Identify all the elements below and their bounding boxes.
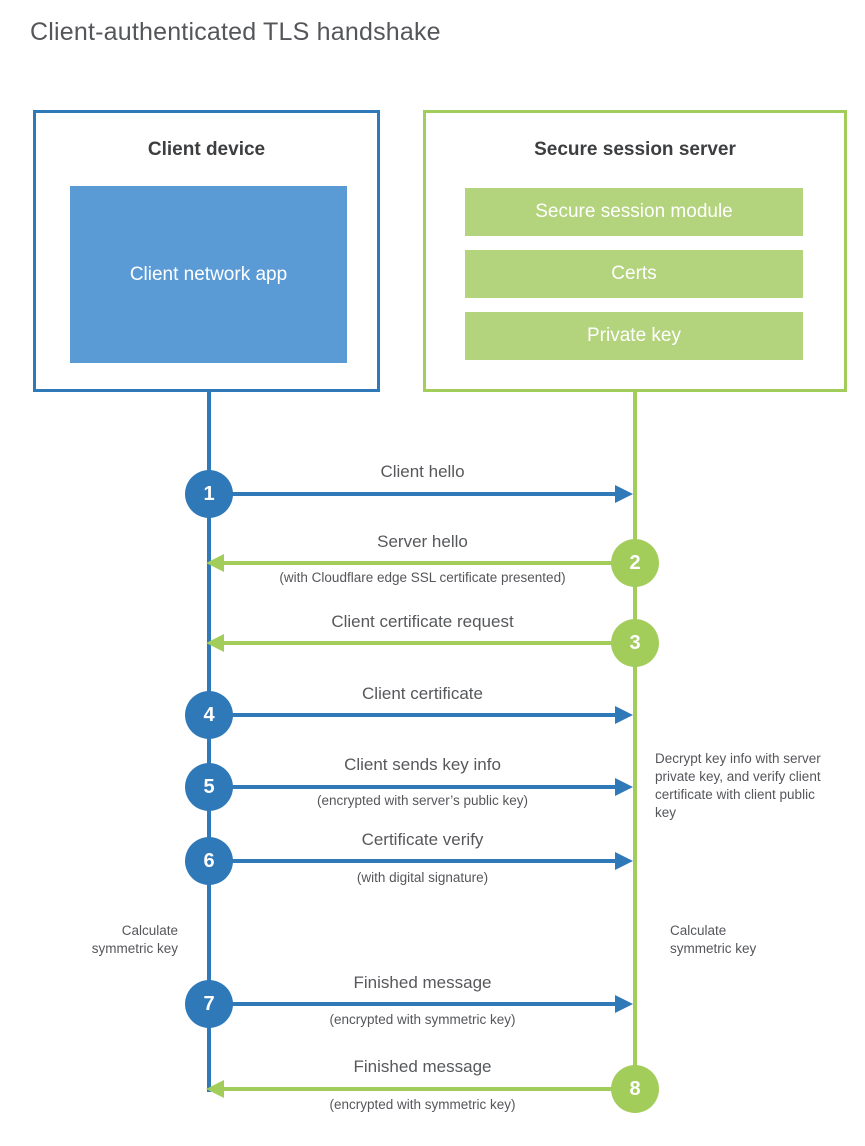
arrow-step-2 xyxy=(224,561,635,565)
step-badge-7: 7 xyxy=(185,980,233,1028)
arrowhead-left-icon xyxy=(206,554,224,572)
message-label-3: Client certificate request xyxy=(331,612,514,631)
message-label-7: Finished message xyxy=(353,973,492,992)
arrow-step-6 xyxy=(209,859,616,863)
message-label-5: Client sends key info xyxy=(344,755,501,774)
arrowhead-right-icon xyxy=(615,852,633,870)
arrow-step-1 xyxy=(209,492,616,496)
server-module-label: Certs xyxy=(611,263,657,284)
server-calculate-symmetric-key-note: Calculate symmetric key xyxy=(670,923,757,956)
message-label-2: Server hello xyxy=(377,532,468,551)
step-badge-1: 1 xyxy=(185,470,233,518)
step-badge-8: 8 xyxy=(611,1065,659,1113)
client-network-app-box xyxy=(70,186,347,363)
arrowhead-left-icon xyxy=(206,1080,224,1098)
message-sublabel-6: (with digital signature) xyxy=(356,870,489,885)
message-label-1: Client hello xyxy=(380,462,465,481)
page-title: Client-authenticated TLS handshake xyxy=(30,18,441,46)
server-module-label: Secure session module xyxy=(535,201,733,222)
client-calculate-symmetric-key-note: Calculate symmetric key xyxy=(91,923,178,956)
message-label-8: Finished message xyxy=(353,1057,492,1076)
step-badge-4: 4 xyxy=(185,691,233,739)
message-sublabel-5: (encrypted with server’s public key) xyxy=(316,793,529,808)
step-badge-6: 6 xyxy=(185,837,233,885)
client-network-app-label: Client network app xyxy=(129,263,288,285)
server-module-certs xyxy=(465,250,803,298)
arrow-step-4 xyxy=(209,713,616,717)
server-module-label: Private key xyxy=(587,325,681,346)
server-decrypt-note: Decrypt key info with server private key, and verify client certificate with client public key xyxy=(655,751,821,820)
server-module-secure-session-module xyxy=(465,188,803,236)
server-module-private-key xyxy=(465,312,803,360)
step-badge-2: 2 xyxy=(611,539,659,587)
arrowhead-right-icon xyxy=(615,706,633,724)
message-sublabel-7: (encrypted with symmetric key) xyxy=(329,1012,516,1027)
step-badge-3: 3 xyxy=(611,619,659,667)
arrow-step-5 xyxy=(209,785,616,789)
arrow-step-7 xyxy=(209,1002,616,1006)
arrowhead-right-icon xyxy=(615,995,633,1013)
message-sublabel-2: (with Cloudflare edge SSL certificate presented) xyxy=(279,570,566,585)
message-sublabel-8: (encrypted with symmetric key) xyxy=(329,1097,516,1112)
server-lifeline xyxy=(633,390,637,1090)
arrowhead-right-icon xyxy=(615,485,633,503)
step-badge-5: 5 xyxy=(185,763,233,811)
arrow-step-3 xyxy=(224,641,635,645)
message-label-6: Certificate verify xyxy=(361,830,484,849)
arrowhead-right-icon xyxy=(615,778,633,796)
secure-session-server-title: Secure session server xyxy=(534,139,736,160)
client-device-title: Client device xyxy=(147,139,266,160)
arrow-step-8 xyxy=(224,1087,635,1091)
message-label-4: Client certificate xyxy=(362,684,483,703)
arrowhead-left-icon xyxy=(206,634,224,652)
